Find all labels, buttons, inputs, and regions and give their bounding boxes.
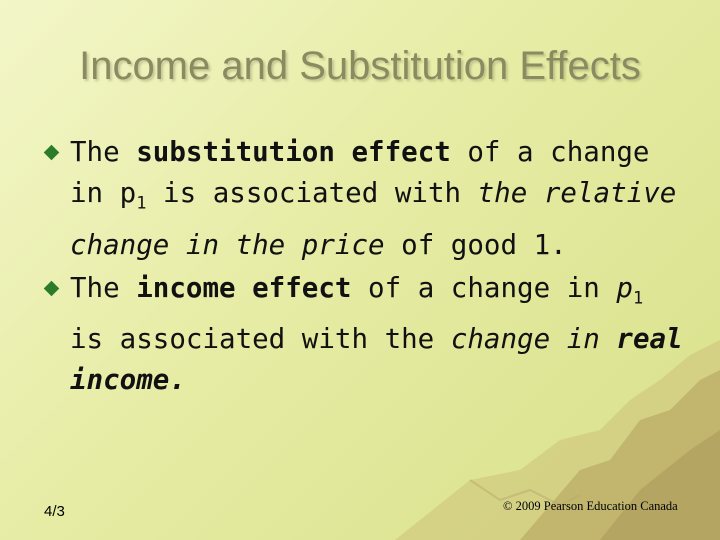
bullet-substitution-effect — [44, 132, 684, 266]
text: The — [70, 271, 137, 304]
text: is associated with — [146, 177, 478, 209]
emphasis-p: p — [616, 271, 633, 304]
bullet-diamond-icon — [44, 145, 60, 161]
text: of a change in p — [70, 136, 650, 209]
slide-number: 4/3 — [44, 503, 65, 520]
slide-title: Income and Substitution Effects — [79, 44, 641, 88]
bullet-list — [44, 132, 684, 403]
text: The — [70, 136, 137, 168]
subscript: 1 — [632, 288, 644, 308]
bullet-diamond-icon — [44, 280, 60, 296]
text: is associated with the — [70, 323, 451, 355]
emphasis: change in — [450, 323, 617, 355]
term-substitution-effect: substitution effect — [136, 136, 451, 168]
text: of a change in — [351, 271, 617, 304]
emphasis-real-income: real income. — [70, 323, 683, 396]
text: of good 1. — [384, 228, 567, 261]
term-income-effect: income effect — [136, 271, 352, 304]
subscript: 1 — [136, 193, 147, 214]
bullet-income-effect — [44, 268, 684, 402]
copyright-notice: © 2009 Pearson Education Canada — [503, 499, 678, 513]
emphasis: the relative change in the price — [70, 177, 677, 261]
